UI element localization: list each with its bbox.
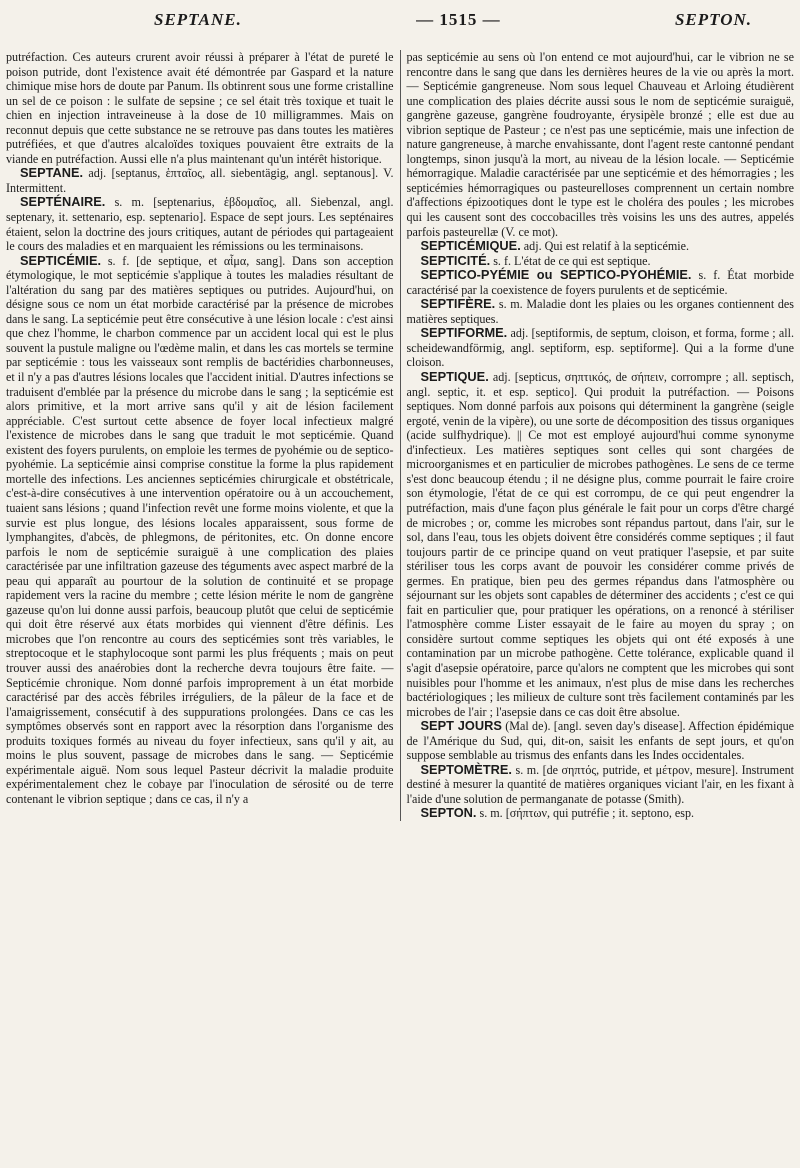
entry-text: s. f. État morbide caractérisé par la coexistence de foyers purulents et de septicémie. [406, 268, 794, 297]
entry-text: pas septicémie au sens où l'on entend ce mot aujourd'hui, car le vibrion ne se rencontre dans le sang que dans les dernières heures de la vie ou après la mort. — Septicémie gangreneuse. Nom sous lequel Chauveau et Arloing étudièrent une complication des plaies décrite aussi sous le nom de septicémie suraiguë, gangrène gazeuse, gangrène foudroyante, érysipèle bronzé ; elle est due au vibrion septique de Pasteur ; ce n'est pas une septicémie, mais une infection de nature gangreneuse, à marche envahissante, dont l'agent reste cantonné pendant longtemps, sinon jusqu'à la mort, au niveau de la lésion locale. — Septicémie hémorragique. Maladie caractérisée par une septicémie et des hémorragies ; les septicémies hémorragiques ou pasteurelloses comprennent un certain nombre d'affections épizootiques dont le type est le choléra des poules ; les microbes qui les causent sont des coccobacilles très voisins les uns des autres, appelés parfois pasteurellæ (V. ce mot). [406, 50, 794, 239]
entry-headword: SEPTANE. [20, 165, 84, 181]
dictionary-entry [407, 806, 795, 821]
entry-text: s. f. L'état de ce qui est septique. [493, 253, 651, 268]
entry-text: s. m. [σήπτων, qui putréfie ; it. septono, esp. [479, 806, 695, 821]
entry-headword: SEPTON. [420, 805, 477, 821]
dictionary-entry [407, 239, 795, 254]
entry-headword: SEPTIQUE. [420, 369, 489, 385]
entry-text: s. m. [septenarius, ἑβδομαῖος, all. Siebenzal, angl. septenary, it. settenario, esp. septenario]. Espace de sept jours. Les septénaires étaient, selon la doctrine des jours critiques, autant de périodes qui partageaient le cours des maladies et en marquaient les rémissions ou les terminaisons. [6, 195, 394, 254]
page-number: — 1515 — [416, 10, 501, 29]
page-header [6, 10, 794, 50]
entry-headword: SEPTIFÈRE. [420, 296, 496, 312]
text-columns [6, 50, 794, 821]
entry-headword: SEPTIFORME. [420, 325, 508, 341]
header-right-word: SEPTON. [674, 10, 752, 29]
dictionary-entry [407, 254, 795, 269]
entry-headword: SEPTOMÈTRE. [420, 761, 512, 777]
entry-text: (Mal de). [angl. seven day's disease]. Affection épidémique de l'Amérique du Sud, qui, dit-on, saisit les enfants de sept jours, et qu'on suppose semblable au trismus des enfants dans les Indes occidentales. [406, 719, 794, 763]
entry-headword: SEPTICO-PYÉMIE ou SEPTICO-PYOHÉMIE. [420, 267, 692, 283]
entry-headword: SEPTÉNAIRE. [20, 194, 106, 210]
dictionary-entry [6, 254, 394, 807]
dictionary-entry [6, 50, 394, 166]
dictionary-entry [407, 763, 795, 807]
dictionary-entry [407, 326, 795, 370]
right-column [401, 50, 795, 821]
entry-text: adj. [septiformis, de septum, cloison, et forma, forme ; all. scheidewandförmig, angl. septiform, esp. septiforme]. Qui a la forme d'une cloison. [406, 326, 794, 370]
dictionary-entry [407, 719, 795, 763]
dictionary-entry [6, 166, 394, 195]
dictionary-entry [407, 370, 795, 719]
dictionary-entry [407, 297, 795, 326]
entry-text: adj. [septanus, ἑπταῖος, all. siebentägig, angl. septanous]. V. Intermittent. [6, 166, 394, 195]
entry-text: s. m. [de σηπτός, putride, et μέτρον, mesure]. Instrument destiné à mesurer la quantité de matières organiques viciant l'air, en les fixant à l'aide d'une solution de permanganate de potasse (Smith). [406, 762, 794, 806]
entry-text: putréfaction. Ces auteurs crurent avoir réussi à préparer à l'état de pureté le poison putride, dont l'existence avait été démontrée par Gaspard et la nature chimique mise hors de doute par Panum. Ils obtinrent sous une forme cristalline un sel de ce poison : le sulfate de sepsine ; ce sel était très toxique et tuait le chien en injection intraveineuse à la dose de 10 milligrammes. Mais on reconnut depuis que cette substance ne se retrouve pas dans toutes les matières putréfiées, et que d'autres alcaloïdes toxiques pouvaient être extraits de la viande en putréfaction. Aussi elle n'a plus maintenant qu'un intérêt historique. [6, 50, 394, 166]
entry-text: s. f. [de septique, et αἷμα, sang]. Dans son acception étymologique, le mot septicémie s'applique à toutes les maladies résultant de l'altération du sang par des matières septiques ou putrides. Aujourd'hui, on désigne sous ce nom un état morbide caractérisé par la présence de microbes dans le sang. La septicémie peut être consécutive à une lésion locale : c'est ainsi que chez l'homme, le charbon commence par un accident local qui est le plus souvent la pustule maligne ou l'œdème malin, et dans les cas mortels se termine par septicémie : tous les vaisseaux sont remplis de bactéridies charbonneuses, et il n'y a pas d'autres lésions locales que l'accident initial. D'autres infections se traduisent d'emblée par la présence du microbe dans le sang ; la septicémie est alors primitive, et la mort arrive sans qu'il y ait de lésion facilement appréciable. C'est surtout cette absence de foyer local infectieux malgré l'existence de microbes dans le sang que traduit le mot septicémie. Quand existent des foyers purulents, on emploie les termes de pyohémie ou de septico-pyohémie. La septicémie ainsi comprise constitue la forme la plus rapidement mortelle des infections. Les anciennes septicémies chirurgicale et obstétricale, c'est-à-dire consécutives à une intervention opératoire ou à un accouchement, tuaient sans lésions ; quand l'infection revêt une forme moins violente, et que la survie est plus longue, des lésions locales apparaissent, sous forme de lymphangites, d'abcès, de phlegmons, de péritonites, etc. On donne encore parfois le nom de septicémie suraiguë à une complication des plaies caractérisée par une infiltration gazeuse des téguments avec aspect marbré de la peau qui apparaît au pourtour de la solution de continuité et se propage rapidement vers la racine du membre ; cette lésion mérite le nom de gangrène gazeuse qu'on lui donne aussi parfois, beaucoup plutôt que celui de septicémie qui doit être réservé aux états morbides qui viennent d'être définis. Les microbes que l'on rencontre au cours des septicémies sont très variables, le streptocoque et le staphylocoque sont parmi les plus fréquents ; mais on peut trouver aussi des anaérobies dont la recherche devra toujours être faite. — Septicémie chronique. Nom donné parfois improprement à un état morbide caractérisé par des accès fébriles irréguliers, de la pâleur de la face et de l'amaigrissement, consécutif à des suppurations prolongées. Dans ce cas les symptômes observés sont en rapport avec la résorption dans l'organisme des produits toxiques formés au niveau du foyer infectieux, sans qu'il y ait, au moins le plus souvent, passage de microbes dans le sang. — Septicémie expérimentale aiguë. Nom sous lequel Pasteur décrivit la maladie produite expérimentalement chez le cobaye par l'inoculation de sérosité ou de terre contenant le vibrion septique ; dans ce cas, il n'y a [6, 253, 394, 806]
left-column [6, 50, 401, 821]
entry-text: adj. Qui est relatif à la septicémie. [523, 239, 690, 254]
entry-headword: SEPTICITÉ. [420, 252, 491, 268]
dictionary-entry [6, 195, 394, 253]
entry-text: s. m. Maladie dont les plaies ou les organes contiennent des matières septiques. [406, 297, 794, 326]
entry-headword: SEPT JOURS [420, 718, 502, 734]
entry-text: adj. [septicus, σηπτικός, de σήπειν, corrompre ; all. septisch, angl. septic, it. et esp. septico]. Qui produit la putréfaction. — Poisons septiques. Nom donné parfois aux poisons qui déterminent la gangrène (seigle ergoté, venin de la vipère), ou une sorte de décomposition des tissus organiques (acide sulfhydrique). || Ce mot est employé aujourd'hui comme synonyme d'infectieux. Les matières septiques sont celles qui sont chargées de microorganismes et en particulier de microbes pathogènes. Le sens de ce terme s'est donc beaucoup étendu ; il ne désigne plus, comme pourrait le faire croire son étymologie, l'état de ce qui est corrompu, de ce qui peut engendrer la putréfaction, mais d'une façon plus générale le fait pour un corps d'être chargé de microbes ; or, comme les microbes sont répandus partout, dans l'air, sur le sol, dans l'eau, tous les objets doivent être considérés comme septiques ; il faut toujours partir de ce principe quand on veut pratiquer l'asepsie, et par suite stériliser tous les corps avant de pouvoir les considérer comme privés de germes. En pratique, bien peu des germes répandus dans l'atmosphère ou séjournant sur les objets sont capables de déterminer des accidents ; c'est ce qui fait en particulier que, pour pratiquer les opérations, on a renoncé à stériliser l'atmosphère comme Lister essayait de le faire au moyen du spray ; on considère surtout comme septiques les objets qui ont été exposés à une contamination par un microbe pathogène. Cette tolérance, explicable quand il s'agit d'asepsie opératoire, parce qu'alors ne comptent que les microbes qui sont nuisibles pour l'homme et les animaux, n'est plus de mise dans les recherches bactériologiques ; les milieux de culture sont très facilement contaminés par les microbes de l'air ; l'asepsie dans ce cas doit être absolue. [406, 370, 794, 719]
entry-headword: SEPTICÉMIE. [20, 252, 102, 268]
dictionary-entry [407, 268, 795, 297]
header-left-word: SEPTANE. [154, 10, 242, 29]
dictionary-entry [407, 50, 795, 239]
entry-headword: SEPTICÉMIQUE. [420, 238, 521, 254]
